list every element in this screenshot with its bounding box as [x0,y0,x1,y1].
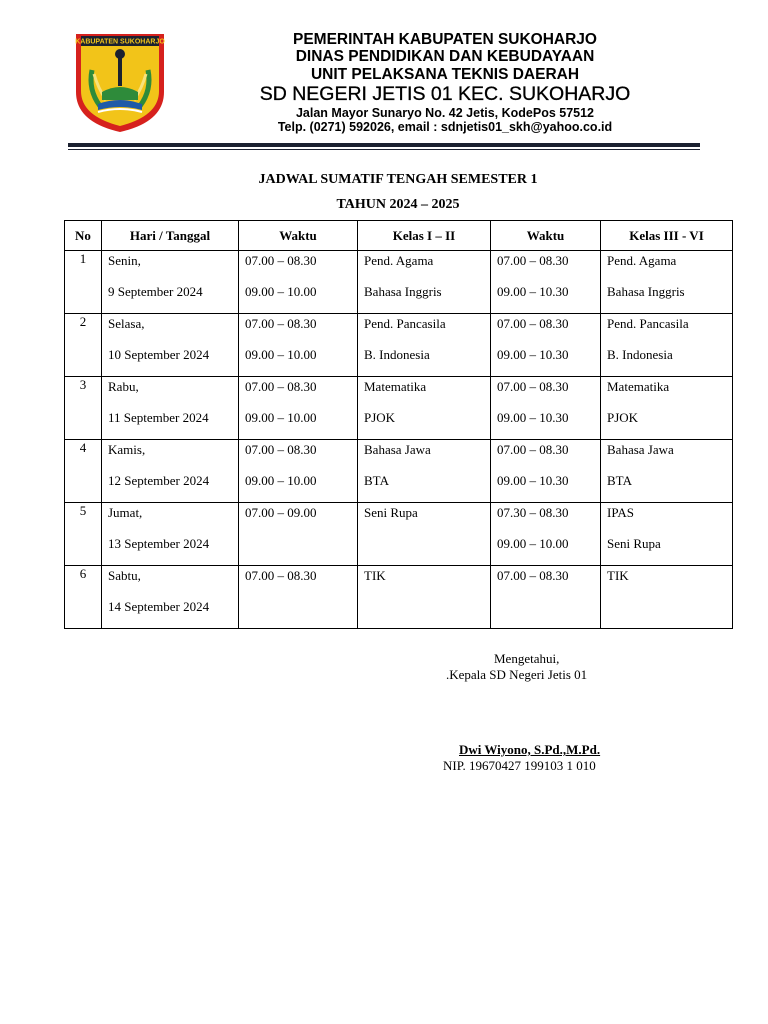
row-no: 3 [65,377,102,440]
subject: Pend. Pancasila [607,316,689,331]
subject: Seni Rupa [607,536,661,551]
time-slot: 07.30 – 08.30 [497,505,569,520]
subject: Pend. Agama [607,253,677,268]
header-day-date: Hari / Tanggal [102,221,239,251]
table-row [65,566,733,629]
date: 12 September 2024 [108,473,210,488]
subject: Matematika [364,379,427,394]
time-2-cell [491,440,601,503]
principal-position: .Kepala SD Negeri Jetis 01 [446,667,588,682]
time-1-cell [239,566,358,629]
time-1-cell [239,503,358,566]
subject: Bahasa Jawa [607,442,674,457]
table-header-row [65,221,733,251]
time-slot: 07.00 – 08.30 [245,442,317,457]
time-slot: 07.00 – 08.30 [245,568,317,583]
day: Selasa, [108,316,145,331]
time-slot: 09.00 – 10.00 [245,410,317,425]
time-slot: 07.00 – 08.30 [497,442,569,457]
class-1-2-cell [358,566,491,629]
class-3-6-cell [601,566,733,629]
day: Rabu, [108,379,139,394]
time-slot: 09.00 – 10.30 [497,284,569,299]
date: 9 September 2024 [108,284,203,299]
time-slot: 07.00 – 09.00 [245,505,317,520]
row-no: 2 [65,314,102,377]
header-time-2: Waktu [491,221,601,251]
time-slot [245,597,351,628]
time-slot: 09.00 – 10.00 [245,347,317,362]
subject [607,597,726,628]
class-3-6-cell [601,251,733,314]
subject: PJOK [607,410,639,425]
row-no: 5 [65,503,102,566]
day-date-cell [102,503,239,566]
date: 13 September 2024 [108,536,210,551]
day-date-cell [102,440,239,503]
letterhead-rule-thin [68,149,700,150]
school-name: SD NEGERI JETIS 01 KEC. SUKOHARJO [259,83,631,105]
time-slot [245,534,351,565]
time-2-cell [491,566,601,629]
subject: Matematika [607,379,670,394]
row-no: 4 [65,440,102,503]
row-no: 1 [65,251,102,314]
time-1-cell [239,314,358,377]
letterhead-rule-thick [68,143,700,147]
time-slot [497,597,594,628]
subject: TIK [607,568,629,583]
principal-name: Dwi Wiyono, S.Pd.,M.Pd. [459,742,601,757]
time-slot: 07.00 – 08.30 [497,379,569,394]
subject: Seni Rupa [364,505,418,520]
class-3-6-cell [601,377,733,440]
subject: Pend. Agama [364,253,434,268]
row-no: 6 [65,566,102,629]
header-no: No [65,221,102,251]
subject: BTA [364,473,389,488]
day: Kamis, [108,442,146,457]
time-slot: 07.00 – 08.30 [497,253,569,268]
header-time-1: Waktu [239,221,358,251]
school-address: Jalan Mayor Sunaryo No. 42 Jetis, KodePos 57512 [295,106,595,120]
day-date-cell [102,251,239,314]
document-year: TAHUN 2024 – 2025 [336,197,460,212]
table-row [65,503,733,566]
time-1-cell [239,440,358,503]
day-date-cell [102,377,239,440]
subject: B. Indonesia [364,347,430,362]
time-1-cell [239,377,358,440]
class-3-6-cell [601,503,733,566]
document-title: JADWAL SUMATIF TENGAH SEMESTER 1 [258,172,538,187]
class-1-2-cell [358,251,491,314]
time-slot: 09.00 – 10.00 [497,536,569,551]
subject [364,597,484,628]
time-2-cell [491,377,601,440]
government-name: PEMERINTAH KABUPATEN SUKOHARJO [293,31,597,48]
subject: BTA [607,473,632,488]
principal-nip: NIP. 19670427 199103 1 010 [443,758,596,773]
time-slot: 09.00 – 10.30 [497,473,569,488]
table-row [65,251,733,314]
unit-name: UNIT PELAKSANA TEKNIS DAERAH [310,66,580,83]
table-row [65,377,733,440]
time-slot: 09.00 – 10.00 [245,284,317,299]
class-3-6-cell [601,314,733,377]
time-slot: 07.00 – 08.30 [497,316,569,331]
class-3-6-cell [601,440,733,503]
class-1-2-cell [358,377,491,440]
time-slot: 07.00 – 08.30 [245,253,317,268]
day: Senin, [108,253,141,268]
header-class-3-6: Kelas III - VI [601,221,733,251]
subject: Pend. Pancasila [364,316,446,331]
date: 14 September 2024 [108,599,210,614]
acknowledged-label: Mengetahui, [494,651,560,666]
subject: Bahasa Inggris [607,284,685,299]
class-1-2-cell [358,314,491,377]
day: Sabtu, [108,568,141,583]
time-2-cell [491,314,601,377]
subject: PJOK [364,410,396,425]
time-2-cell [491,251,601,314]
table-row [65,440,733,503]
class-1-2-cell [358,503,491,566]
subject: IPAS [607,505,634,520]
subject: Bahasa Inggris [364,284,442,299]
time-1-cell [239,251,358,314]
subject: TIK [364,568,386,583]
date: 11 September 2024 [108,410,209,425]
header-class-1-2: Kelas I – II [358,221,491,251]
time-slot: 09.00 – 10.30 [497,410,569,425]
subject: B. Indonesia [607,347,673,362]
exam-schedule-table [64,220,733,629]
subject: Bahasa Jawa [364,442,431,457]
time-slot: 09.00 – 10.30 [497,347,569,362]
time-2-cell [491,503,601,566]
time-slot: 07.00 – 08.30 [245,316,317,331]
table-row [65,314,733,377]
district-crest-logo [72,30,168,134]
logo-text: KABUPATEN SUKOHARJO [75,38,165,46]
time-slot: 07.00 – 08.30 [245,379,317,394]
day: Jumat, [108,505,143,520]
date: 10 September 2024 [108,347,210,362]
department-name: DINAS PENDIDIKAN DAN KEBUDAYAAN [295,48,595,65]
time-slot: 07.00 – 08.30 [497,568,569,583]
class-1-2-cell [358,440,491,503]
day-date-cell [102,566,239,629]
school-contact: Telp. (0271) 592026, email : sdnjetis01_skh@yahoo.co.id [277,120,613,134]
time-slot: 09.00 – 10.00 [245,473,317,488]
day-date-cell [102,314,239,377]
subject [364,534,484,565]
